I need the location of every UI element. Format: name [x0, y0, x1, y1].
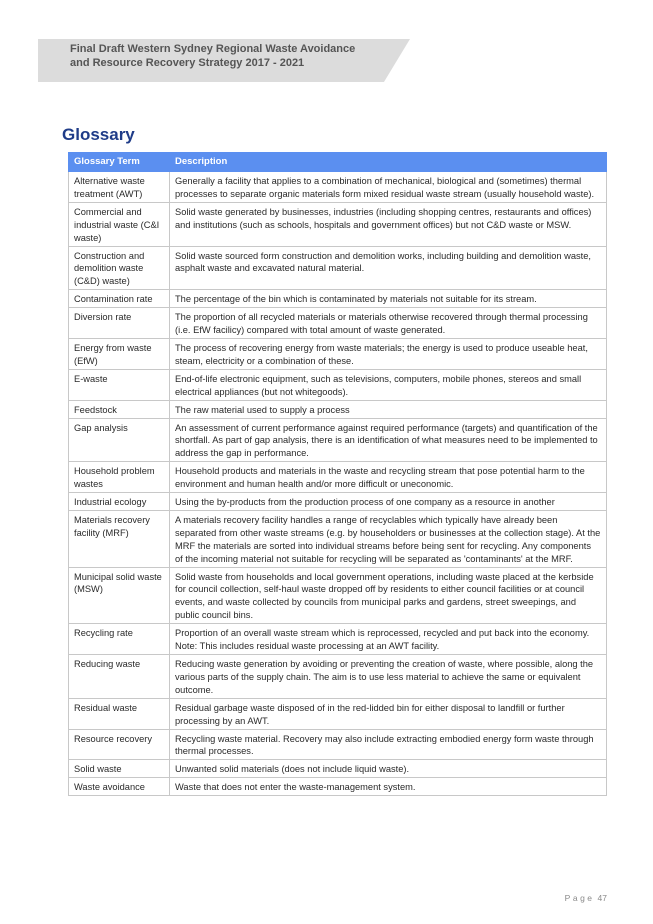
glossary-description: Solid waste from households and local government operations, including waste placed at the kerbside for council collection, self-haul waste dropped off by residents to either council facilities or at council events, and waste collected by councils from municipal parks and gardens, street sweepings, and public council bins. — [170, 567, 607, 624]
glossary-term: Contamination rate — [69, 290, 170, 308]
table-row — [69, 493, 607, 511]
glossary-term: Resource recovery — [69, 729, 170, 760]
table-row — [69, 400, 607, 418]
glossary-description: Waste that does not enter the waste-management system. — [170, 778, 607, 796]
glossary-term: Industrial ecology — [69, 493, 170, 511]
glossary-term: Household problem wastes — [69, 462, 170, 493]
glossary-term: Municipal solid waste (MSW) — [69, 567, 170, 624]
glossary-description: Using the by-products from the production process of one company as a resource in another — [170, 493, 607, 511]
table-row — [69, 202, 607, 246]
glossary-term: Waste avoidance — [69, 778, 170, 796]
table-row — [69, 655, 607, 699]
glossary-description: Recycling waste material. Recovery may also include extracting embodied energy form waste through thermal processes. — [170, 729, 607, 760]
glossary-table-body — [69, 172, 607, 796]
table-row — [69, 369, 607, 400]
table-row — [69, 290, 607, 308]
glossary-term: Feedstock — [69, 400, 170, 418]
document-title — [70, 42, 400, 70]
table-row — [69, 760, 607, 778]
glossary-term: Gap analysis — [69, 418, 170, 462]
glossary-term: Energy from waste (EfW) — [69, 338, 170, 369]
glossary-description: The percentage of the bin which is contaminated by materials not suitable for its stream. — [170, 290, 607, 308]
glossary-term: Commercial and industrial waste (C&I waste) — [69, 202, 170, 246]
glossary-term: Reducing waste — [69, 655, 170, 699]
page-number: 47 — [597, 893, 607, 903]
glossary-term: Materials recovery facility (MRF) — [69, 510, 170, 567]
column-header-description: Description — [170, 153, 607, 172]
glossary-description: Solid waste sourced form construction and demolition works, including building and demolition waste, asphalt waste and excavated natural material. — [170, 246, 607, 290]
section-title: Glossary — [62, 125, 135, 144]
glossary-description: Generally a facility that applies to a combination of mechanical, biological and (sometimes) thermal processes to separate organic materials form mixed residual waste stream (usually household waste). — [170, 172, 607, 203]
table-header-row — [69, 153, 607, 172]
page-footer — [565, 893, 607, 903]
glossary-table — [68, 152, 607, 796]
glossary-description: Household products and materials in the waste and recycling stream that pose potential harm to the environment and human health and/or more difficult or uneconomic. — [170, 462, 607, 493]
table-row — [69, 698, 607, 729]
document-title-line-1: Final Draft Western Sydney Regional Waste Avoidance — [70, 43, 356, 55]
glossary-term: Diversion rate — [69, 308, 170, 339]
table-row — [69, 729, 607, 760]
glossary-description: The proportion of all recycled materials or materials otherwise recovered through thermal processing (i.e. EfW facilicy) compared with total amount of waste generated. — [170, 308, 607, 339]
glossary-description: A materials recovery facility handles a range of recyclables which typically have already been separated from other waste streams (e.g. by householders or businesses at the collection stage). At the MRF the materials are sorted into individual streams before being sent for recycling. Any components of the incoming material not suitable for recycling will be separated as 'contaminants' at the MRF. — [170, 510, 607, 567]
glossary-description: Reducing waste generation by avoiding or preventing the creation of waste, where possible, along the various parts of the supply chain. The aim is to use less material to achieve the same or equivalent outcome. — [170, 655, 607, 699]
table-row — [69, 567, 607, 624]
column-header-term: Glossary Term — [69, 153, 170, 172]
page-label: Page — [564, 893, 595, 903]
table-row — [69, 462, 607, 493]
glossary-description: End-of-life electronic equipment, such as televisions, computers, mobile phones, stereos and small electrical appliances (but not whitegoods). — [170, 369, 607, 400]
table-row — [69, 510, 607, 567]
glossary-description: Solid waste generated by businesses, industries (including shopping centres, restaurants and offices) and institutions (such as schools, hospitals and government offices) but not C&D waste or MSW. — [170, 202, 607, 246]
glossary-term: E-waste — [69, 369, 170, 400]
table-row — [69, 172, 607, 203]
table-row — [69, 778, 607, 796]
glossary-description: Residual garbage waste disposed of in the red-lidded bin for either disposal to landfill or further processing by an AWT. — [170, 698, 607, 729]
glossary-term: Solid waste — [69, 760, 170, 778]
glossary-description: The process of recovering energy from waste materials; the energy is used to produce useable heat, steam, electricity or a combination of these. — [170, 338, 607, 369]
glossary-description: An assessment of current performance against required performance (targets) and quantification of the shortfall. As part of gap analysis, there is an identification of what measures need to be implemented to address the gap in performance. — [170, 418, 607, 462]
glossary-term: Construction and demolition waste (C&D) waste) — [69, 246, 170, 290]
table-row — [69, 624, 607, 655]
glossary-term: Residual waste — [69, 698, 170, 729]
table-row — [69, 246, 607, 290]
table-row — [69, 308, 607, 339]
glossary-term: Alternative waste treatment (AWT) — [69, 172, 170, 203]
glossary-description: Proportion of an overall waste stream which is reprocessed, recycled and put back into the economy. Note: This includes residual waste processing at an AWT facility. — [170, 624, 607, 655]
document-title-line-2: and Resource Recovery Strategy 2017 - 2021 — [70, 57, 305, 69]
table-row — [69, 338, 607, 369]
glossary-description: The raw material used to supply a process — [170, 400, 607, 418]
glossary-term: Recycling rate — [69, 624, 170, 655]
glossary-description: Unwanted solid materials (does not include liquid waste). — [170, 760, 607, 778]
table-row — [69, 418, 607, 462]
